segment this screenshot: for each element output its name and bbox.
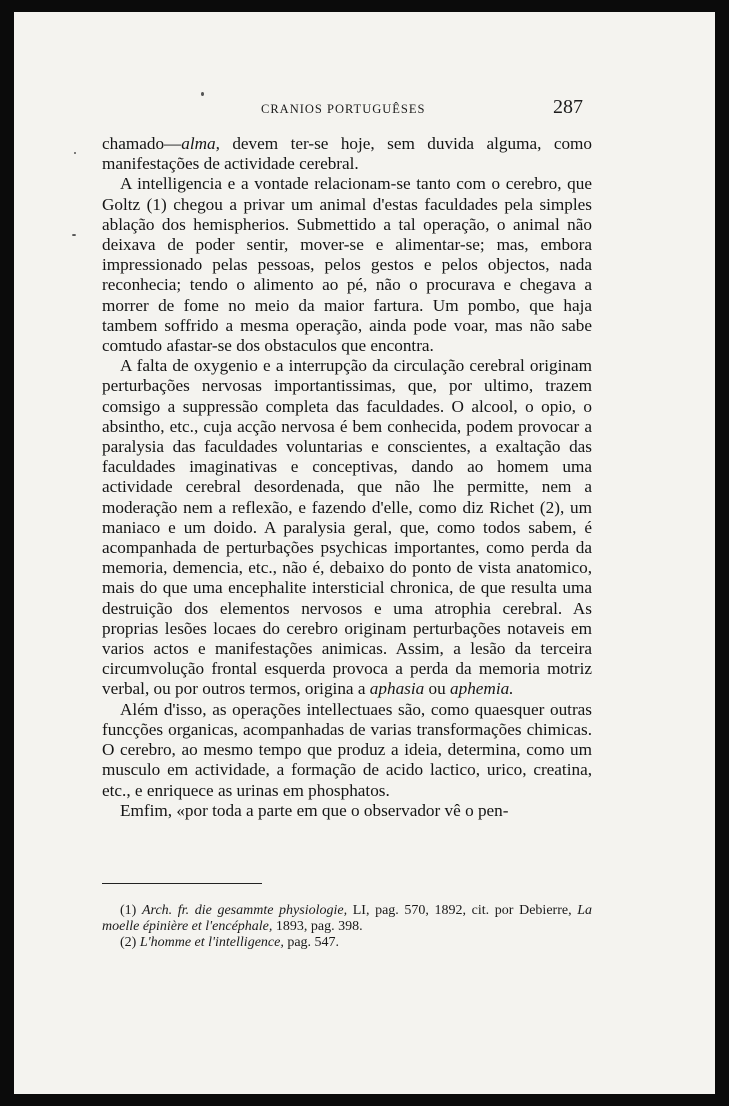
text-run: Emfim, «por toda a parte em que o observador vê o pen-: [120, 800, 509, 820]
italic-text: alma,: [181, 134, 220, 153]
text-run: LI, pag. 570, 1892, cit. por Debierre,: [347, 903, 578, 918]
italic-text: aphemia.: [450, 679, 514, 699]
paragraph: [102, 356, 592, 699]
text-run: pag. 547.: [283, 935, 340, 950]
paragraph: [102, 700, 592, 801]
book-page: [14, 12, 715, 1094]
paragraph: [102, 134, 592, 174]
italic-text: Arch. fr. die gesammte physiologie,: [141, 903, 348, 918]
footnote-divider: [102, 883, 262, 884]
footnote: [102, 935, 592, 951]
italic-text: La moelle épinière et l'encéphale,: [102, 903, 592, 934]
print-speck: [74, 152, 76, 154]
body-text: [102, 134, 592, 821]
print-speck: [72, 234, 76, 236]
page-number: 287: [553, 96, 583, 118]
page-header: [14, 96, 715, 120]
text-run: (2): [120, 935, 140, 950]
footnote: [102, 903, 592, 935]
text-run: A falta de oxygenio e a interrupção da circulação cerebral originam perturbações nervosas importantissimas, que, por ultimo, trazem comsigo a suppressão completa das faculdades. O alcool, o opio, o absintho, etc., cuja acção nervosa é bem conhecida, podem provocar a paralysia das faculdades voluntarias e conscientes, a exaltação das faculdades imaginativas e conceptivas, dando ao homem uma actividade cerebral desordenada, que não lhe permitte, nem a moderação nem a reflexão, e fazendo d'elle, como diz Richet (2), um maniaco e um doido. A paralysia geral, que, como todos sabem, é acompanhada de perturbações psychicas importantes, como perda da memoria, demencia, etc., não é, debaixo do ponto de vista anatomico, mais do que uma encephalite intersticial chronica, de que resulta uma destruição dos elementos nervosos e uma atrophia cerebral. As proprias lesões locaes do cerebro originam perturbações notaveis em varios actos e manifestações animicas. Assim, a lesão da terceira circumvolução frontal esquerda provoca a perda da memoria motriz verbal, ou por outros termos, origina a: [102, 356, 592, 699]
italic-text: L'homme et l'intelligence,: [139, 935, 284, 950]
text-run: 1893, pag. 398.: [272, 919, 363, 934]
paragraph: [102, 174, 592, 356]
text-run: ou: [424, 679, 450, 699]
paragraph: [102, 801, 592, 821]
running-title: CRANIOS PORTUGUÊSES: [261, 102, 426, 116]
italic-text: aphasia: [369, 679, 425, 699]
footnotes: [102, 903, 592, 951]
text-run: (1): [120, 903, 142, 918]
text-run: chamado—: [102, 134, 182, 153]
text-run: devem ter-se hoje, sem duvida alguma, como manifestações de actividade cerebral.: [102, 134, 592, 174]
text-run: A intelligencia e a vontade relacionam-se tanto com o cerebro, que Goltz (1) chegou a privar um animal d'estas faculdades pela simples ablação dos hemispherios. Submettido a tal operação, o animal não deixava de poder sentir, mover-se e alimentar-se; mas, embora impressionado pelas pessoas, pelos gestos e pelos objectos, nada reconhecia; tendo o alimento ao pé, não o procurava e chegava a morrer de fome no meio da maior fartura. Um pombo, que haja tambem soffrido a mesma operação, ainda pode voar, mas não sabe comtudo afastar-se dos obstaculos que encontra.: [102, 174, 592, 356]
text-run: Além d'isso, as operações intellectuaes são, como quaesquer outras funcções organicas, acompanhadas de varias transformações chimicas. O cerebro, ao mesmo tempo que produz a ideia, determina, como um musculo em actividade, a formação de acido lactico, urico, creatina, etc., e enriquece as urinas em phosphatos.: [102, 699, 592, 800]
